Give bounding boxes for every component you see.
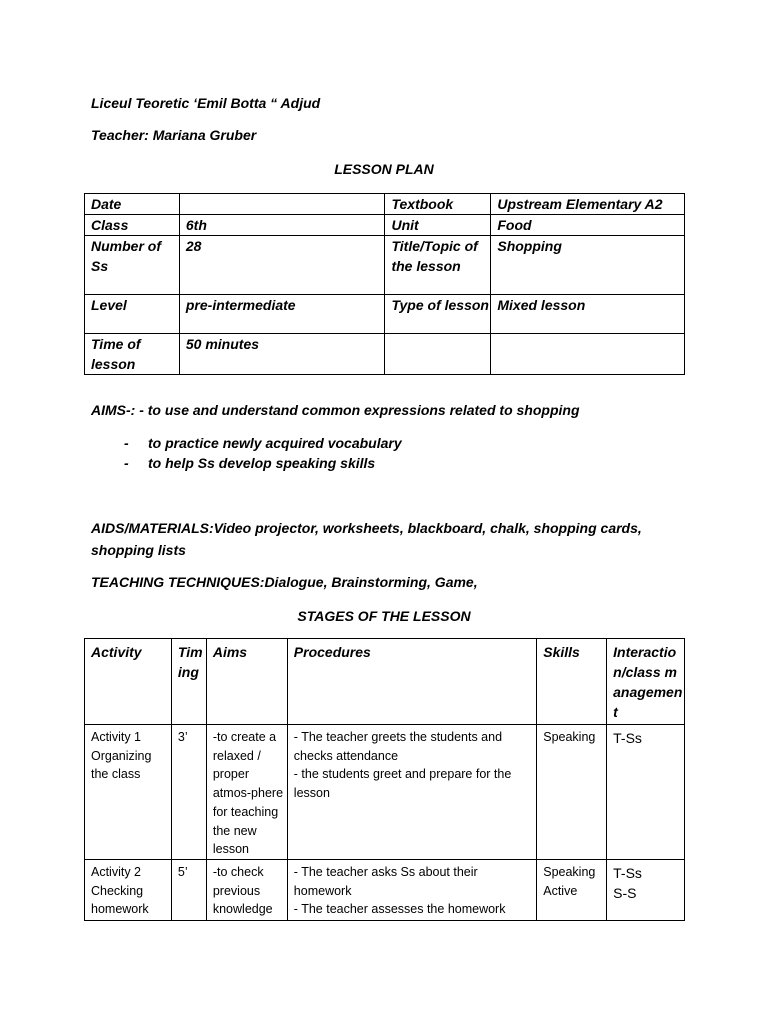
table-header-row <box>85 639 685 725</box>
stages-table <box>84 638 685 921</box>
table-row <box>85 194 685 215</box>
info-value: 28 <box>179 236 385 295</box>
info-value: Mixed lesson <box>491 295 685 334</box>
table-row <box>85 725 685 860</box>
column-header: Activity <box>85 639 172 725</box>
aims-list <box>124 433 402 473</box>
column-header: Procedures <box>287 639 536 725</box>
procedures-cell: - The teacher greets the students and checks attendance - the students greet and prepare for the lesson <box>287 725 536 860</box>
timing-cell: 3’ <box>171 725 206 860</box>
aims-cell: -to create a relaxed / proper atmos-phere for teaching the new lesson <box>206 725 287 860</box>
document-title: LESSON PLAN <box>334 161 434 177</box>
table-row <box>85 295 685 334</box>
info-label <box>385 334 491 375</box>
info-value: 6th <box>179 215 385 236</box>
aids-materials: AIDS/MATERIALS:Video projector, worksheets, blackboard, chalk, shopping cards, shopping lists <box>91 520 642 558</box>
interaction-cell: T-Ss <box>607 725 685 860</box>
table-row <box>85 215 685 236</box>
info-value: pre-intermediate <box>179 295 385 334</box>
info-label: Time of lesson <box>85 334 180 375</box>
teacher-name: Teacher: Mariana Gruber <box>91 127 257 143</box>
info-label: Date <box>85 194 180 215</box>
table-row <box>85 334 685 375</box>
info-label: Textbook <box>385 194 491 215</box>
skills-cell: Speaking Active <box>537 859 607 920</box>
activity-cell: Activity 2 Checking homework <box>85 859 172 920</box>
info-value: 50 minutes <box>179 334 385 375</box>
info-label: Level <box>85 295 180 334</box>
column-header: Skills <box>537 639 607 725</box>
activity-cell: Activity 1 Organizing the class <box>85 725 172 860</box>
info-value <box>179 194 385 215</box>
teaching-techniques: TEACHING TECHNIQUES:Dialogue, Brainstorming, Game, <box>91 574 478 590</box>
column-header: Timing <box>171 639 206 725</box>
info-value: Shopping <box>491 236 685 295</box>
skills-cell: Speaking <box>537 725 607 860</box>
timing-cell: 5’ <box>171 859 206 920</box>
list-item: - to practice newly acquired vocabulary <box>124 435 402 451</box>
interaction-cell: T-Ss S-S <box>607 859 685 920</box>
info-label: Unit <box>385 215 491 236</box>
info-value <box>491 334 685 375</box>
info-label: Number of Ss <box>85 236 180 295</box>
info-label: Title/Topic of the lesson <box>385 236 491 295</box>
info-label: Type of lesson <box>385 295 491 334</box>
procedures-cell: - The teacher asks Ss about their homework - The teacher assesses the homework <box>287 859 536 920</box>
aims-cell: -to check previous knowledge <box>206 859 287 920</box>
school-name: Liceul Teoretic ‘Emil Botta “ Adjud <box>91 95 321 111</box>
info-value: Food <box>491 215 685 236</box>
stages-title: STAGES OF THE LESSON <box>297 608 471 624</box>
table-row <box>85 236 685 295</box>
list-item: - to help Ss develop speaking skills <box>124 455 376 471</box>
info-label: Class <box>85 215 180 236</box>
lesson-info-table <box>84 193 685 375</box>
info-value: Upstream Elementary A2 <box>491 194 685 215</box>
aims-line: AIMS-: - to use and understand common expressions related to shopping <box>91 402 580 418</box>
column-header: Interaction/class management <box>607 639 685 725</box>
table-row <box>85 859 685 920</box>
column-header: Aims <box>206 639 287 725</box>
